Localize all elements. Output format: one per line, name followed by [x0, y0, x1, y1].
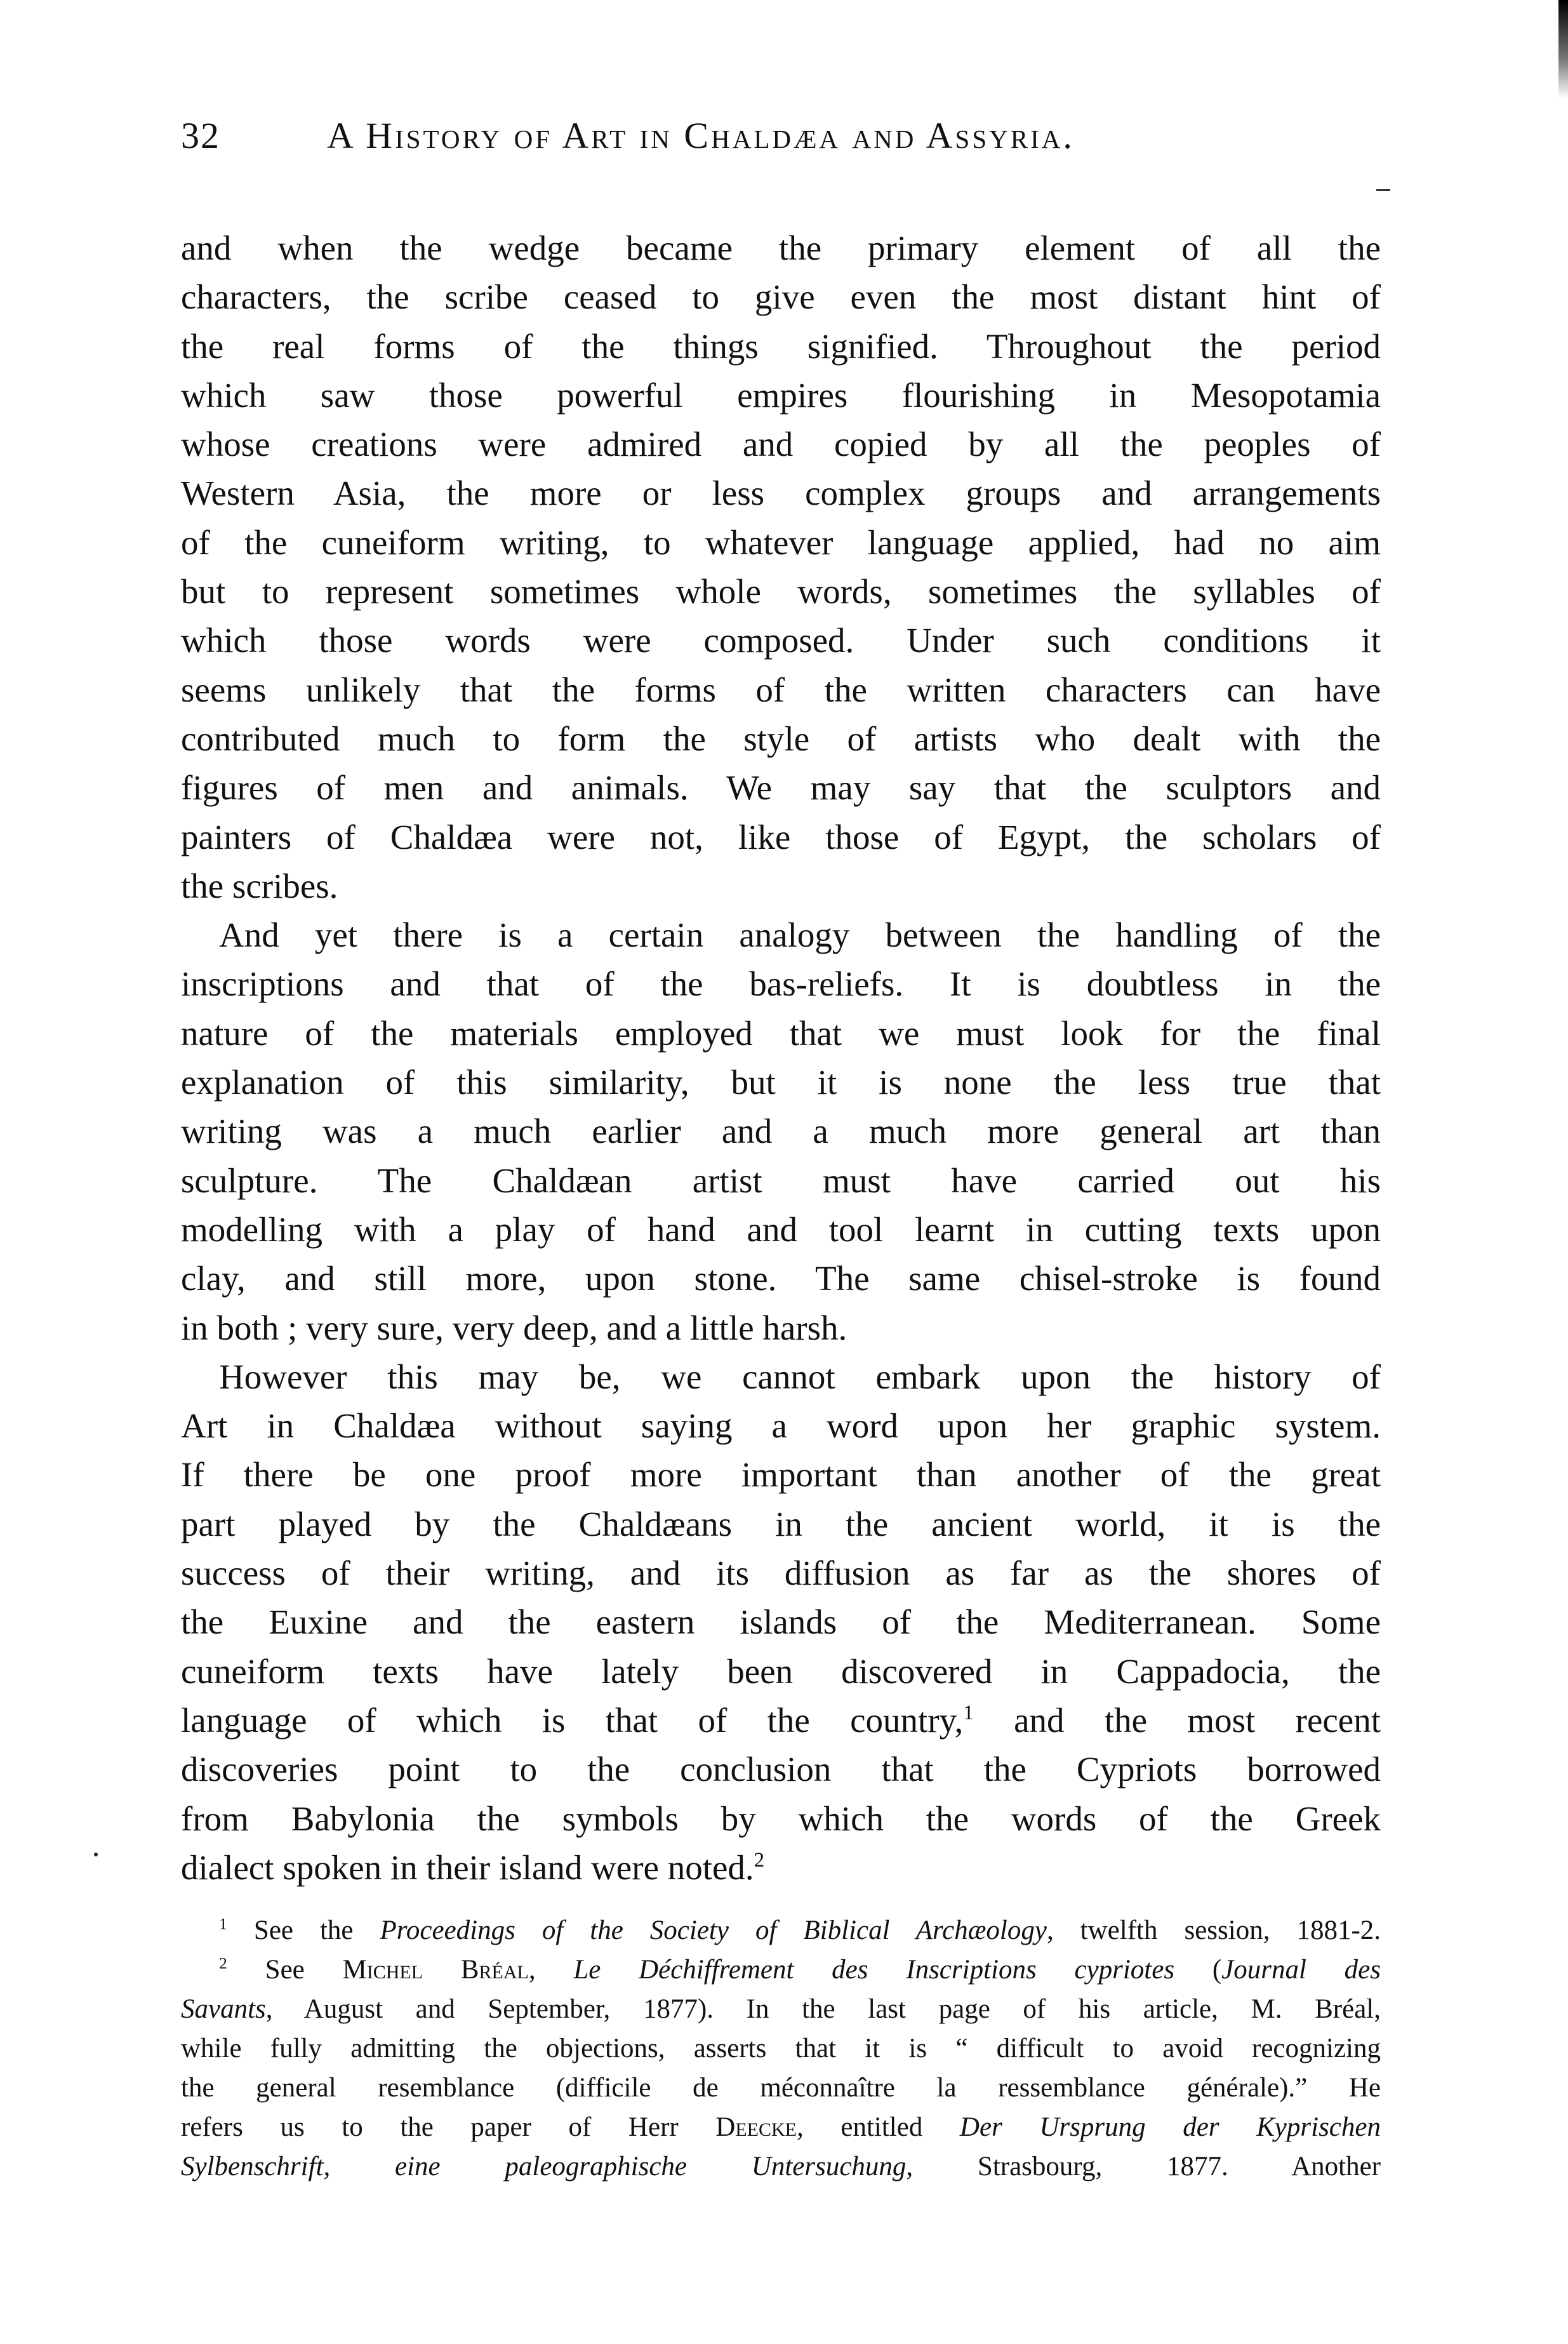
scan-edge-artifact: [1558, 0, 1568, 98]
body-line: which those words were composed. Under such conditions it: [181, 621, 1381, 660]
fn-journal-italic: Journal des: [1221, 1955, 1381, 1985]
body-line: seems unlikely that the forms of the written characters can have: [181, 670, 1381, 709]
margin-dash-mark: [1376, 189, 1390, 191]
body-line: writing was a much earlier and a much more general art than: [181, 1112, 1381, 1151]
footnote-2-line: while fully admitting the objections, asserts that it is “ difficult to avoid recognizing: [181, 2034, 1381, 2063]
body-line: the real forms of the things signified. Throughout the period: [181, 326, 1381, 366]
body-line: Western Asia, the more or less complex groups and arrangements: [181, 474, 1381, 513]
body-line: nature of the materials employed that we must look for the final: [181, 1013, 1381, 1053]
body-line-with-footnote-ref: [181, 1696, 1381, 1745]
fn-text: refers us to the paper of Herr: [181, 2112, 716, 2142]
body-line: but to represent sometimes whole words, sometimes the syllables of: [181, 572, 1381, 611]
body-line: modelling with a play of hand and tool learnt in cutting texts upon: [181, 1209, 1381, 1249]
body-line: and when the wedge became the primary element of all the: [181, 229, 1381, 267]
footnote-mark: 1: [219, 1914, 227, 1933]
running-title: A History of Art in Chaldæa and Assyria.: [327, 115, 1075, 156]
footnote-2-line: [181, 2147, 1381, 2187]
body-line: from Babylonia the symbols by which the words of the Greek: [181, 1799, 1381, 1838]
scan-speck: [94, 1853, 98, 1856]
footnote-ref-2[interactable]: 2: [754, 1849, 765, 1872]
body-line: If there be one proof more important than another of the great: [181, 1455, 1381, 1495]
paragraph-start-line: And yet there is a certain analogy between the handling of the: [219, 916, 1381, 955]
body-line: in both ; very sure, very deep, and a little harsh.: [181, 1308, 847, 1347]
fn-title-italic: Le Déchiffrement des Inscriptions cypriotes: [573, 1955, 1175, 1985]
body-line: the scribes.: [181, 866, 338, 905]
body-line: explanation of this similarity, but it is none the less true that: [181, 1063, 1381, 1102]
fn-text: See the: [253, 1915, 380, 1945]
body-line: painters of Chaldæa were not, like those of Egypt, the scholars of: [181, 817, 1381, 856]
fn-title-italic: Proceedings of the Society of Biblical Archæology: [380, 1915, 1047, 1945]
body-line: characters, the scribe ceased to give even the most distant hint of: [181, 277, 1381, 317]
fn-author: Michel Bréal: [342, 1955, 529, 1985]
footnote-2-line: [181, 2108, 1381, 2147]
fn-text: , Strasbourg, 1877. Another: [906, 2152, 1381, 2181]
footnote-ref-1[interactable]: 1: [963, 1701, 974, 1725]
fn-title-italic: Der Ursprung der Kyprischen: [959, 2112, 1381, 2142]
body-text: [181, 223, 1381, 1892]
body-line: which saw those powerful empires flourishing in Mesopotamia: [181, 375, 1381, 415]
running-header: [181, 114, 1387, 165]
body-line: Art in Chaldæa without saying a word upon her graphic system.: [181, 1406, 1381, 1446]
footnote-2-line: [181, 1950, 1381, 1990]
fn-text: , August and September, 1877). In the last page of his article, M. Bréal,: [265, 1994, 1381, 2024]
body-line: of the cuneiform writing, to whatever language applied, had no aim: [181, 523, 1381, 562]
body-line: clay, and still more, upon stone. The same chisel-stroke is found: [181, 1259, 1381, 1298]
body-line: success of their writing, and its diffusion as far as the shores of: [181, 1554, 1381, 1593]
body-line: discoveries point to the conclusion that the Cypriots borrowed: [181, 1750, 1381, 1789]
fn-title-italic: Sylbenschrift, eine paleographische Untersuchung: [181, 2152, 907, 2181]
body-line: contributed much to form the style of artists who dealt with the: [181, 719, 1381, 758]
body-line: the Euxine and the eastern islands of the Mediterranean. Some: [181, 1602, 1381, 1642]
fn-text: ,: [528, 1955, 574, 1985]
line-text: dialect spoken in their island were noted.: [181, 1848, 754, 1887]
footnote-2-line: the general resemblance (difficile de méconnaître la ressemblance générale).” He: [181, 2073, 1381, 2103]
body-line: figures of men and animals. We may say that the sculptors and: [181, 768, 1381, 808]
line-text-cont: and the most recent: [973, 1700, 1381, 1740]
body-line: cuneiform texts have lately been discovered in Cappadocia, the: [181, 1651, 1381, 1691]
body-line-with-footnote-ref: [181, 1843, 1381, 1892]
fn-author: Deecke: [715, 2112, 797, 2142]
body-line: whose creations were admired and copied by all the peoples of: [181, 425, 1381, 464]
body-line: part played by the Chaldæans in the ancient world, it is the: [181, 1504, 1381, 1543]
body-line: sculpture. The Chaldæan artist must have carried out his: [181, 1161, 1381, 1200]
body-line: inscriptions and that of the bas-reliefs. It is doubtless in the: [181, 964, 1381, 1004]
fn-text: See: [265, 1955, 343, 1985]
fn-journal-italic: Savants: [181, 1994, 266, 2024]
fn-text: , entitled: [797, 2112, 960, 2142]
page-number: 32: [181, 115, 220, 156]
footnotes: [181, 1911, 1381, 2187]
fn-text: (: [1174, 1955, 1222, 1985]
footnote-mark: 2: [219, 1954, 227, 1973]
footnote-1: [181, 1911, 1381, 1950]
line-text: language of which is that of the country,: [181, 1700, 964, 1740]
footnote-2-line: [181, 1990, 1381, 2029]
fn-text: , twelfth session, 1881-2.: [1046, 1915, 1381, 1945]
paragraph-start-line: However this may be, we cannot embark upon the history of: [219, 1357, 1381, 1396]
